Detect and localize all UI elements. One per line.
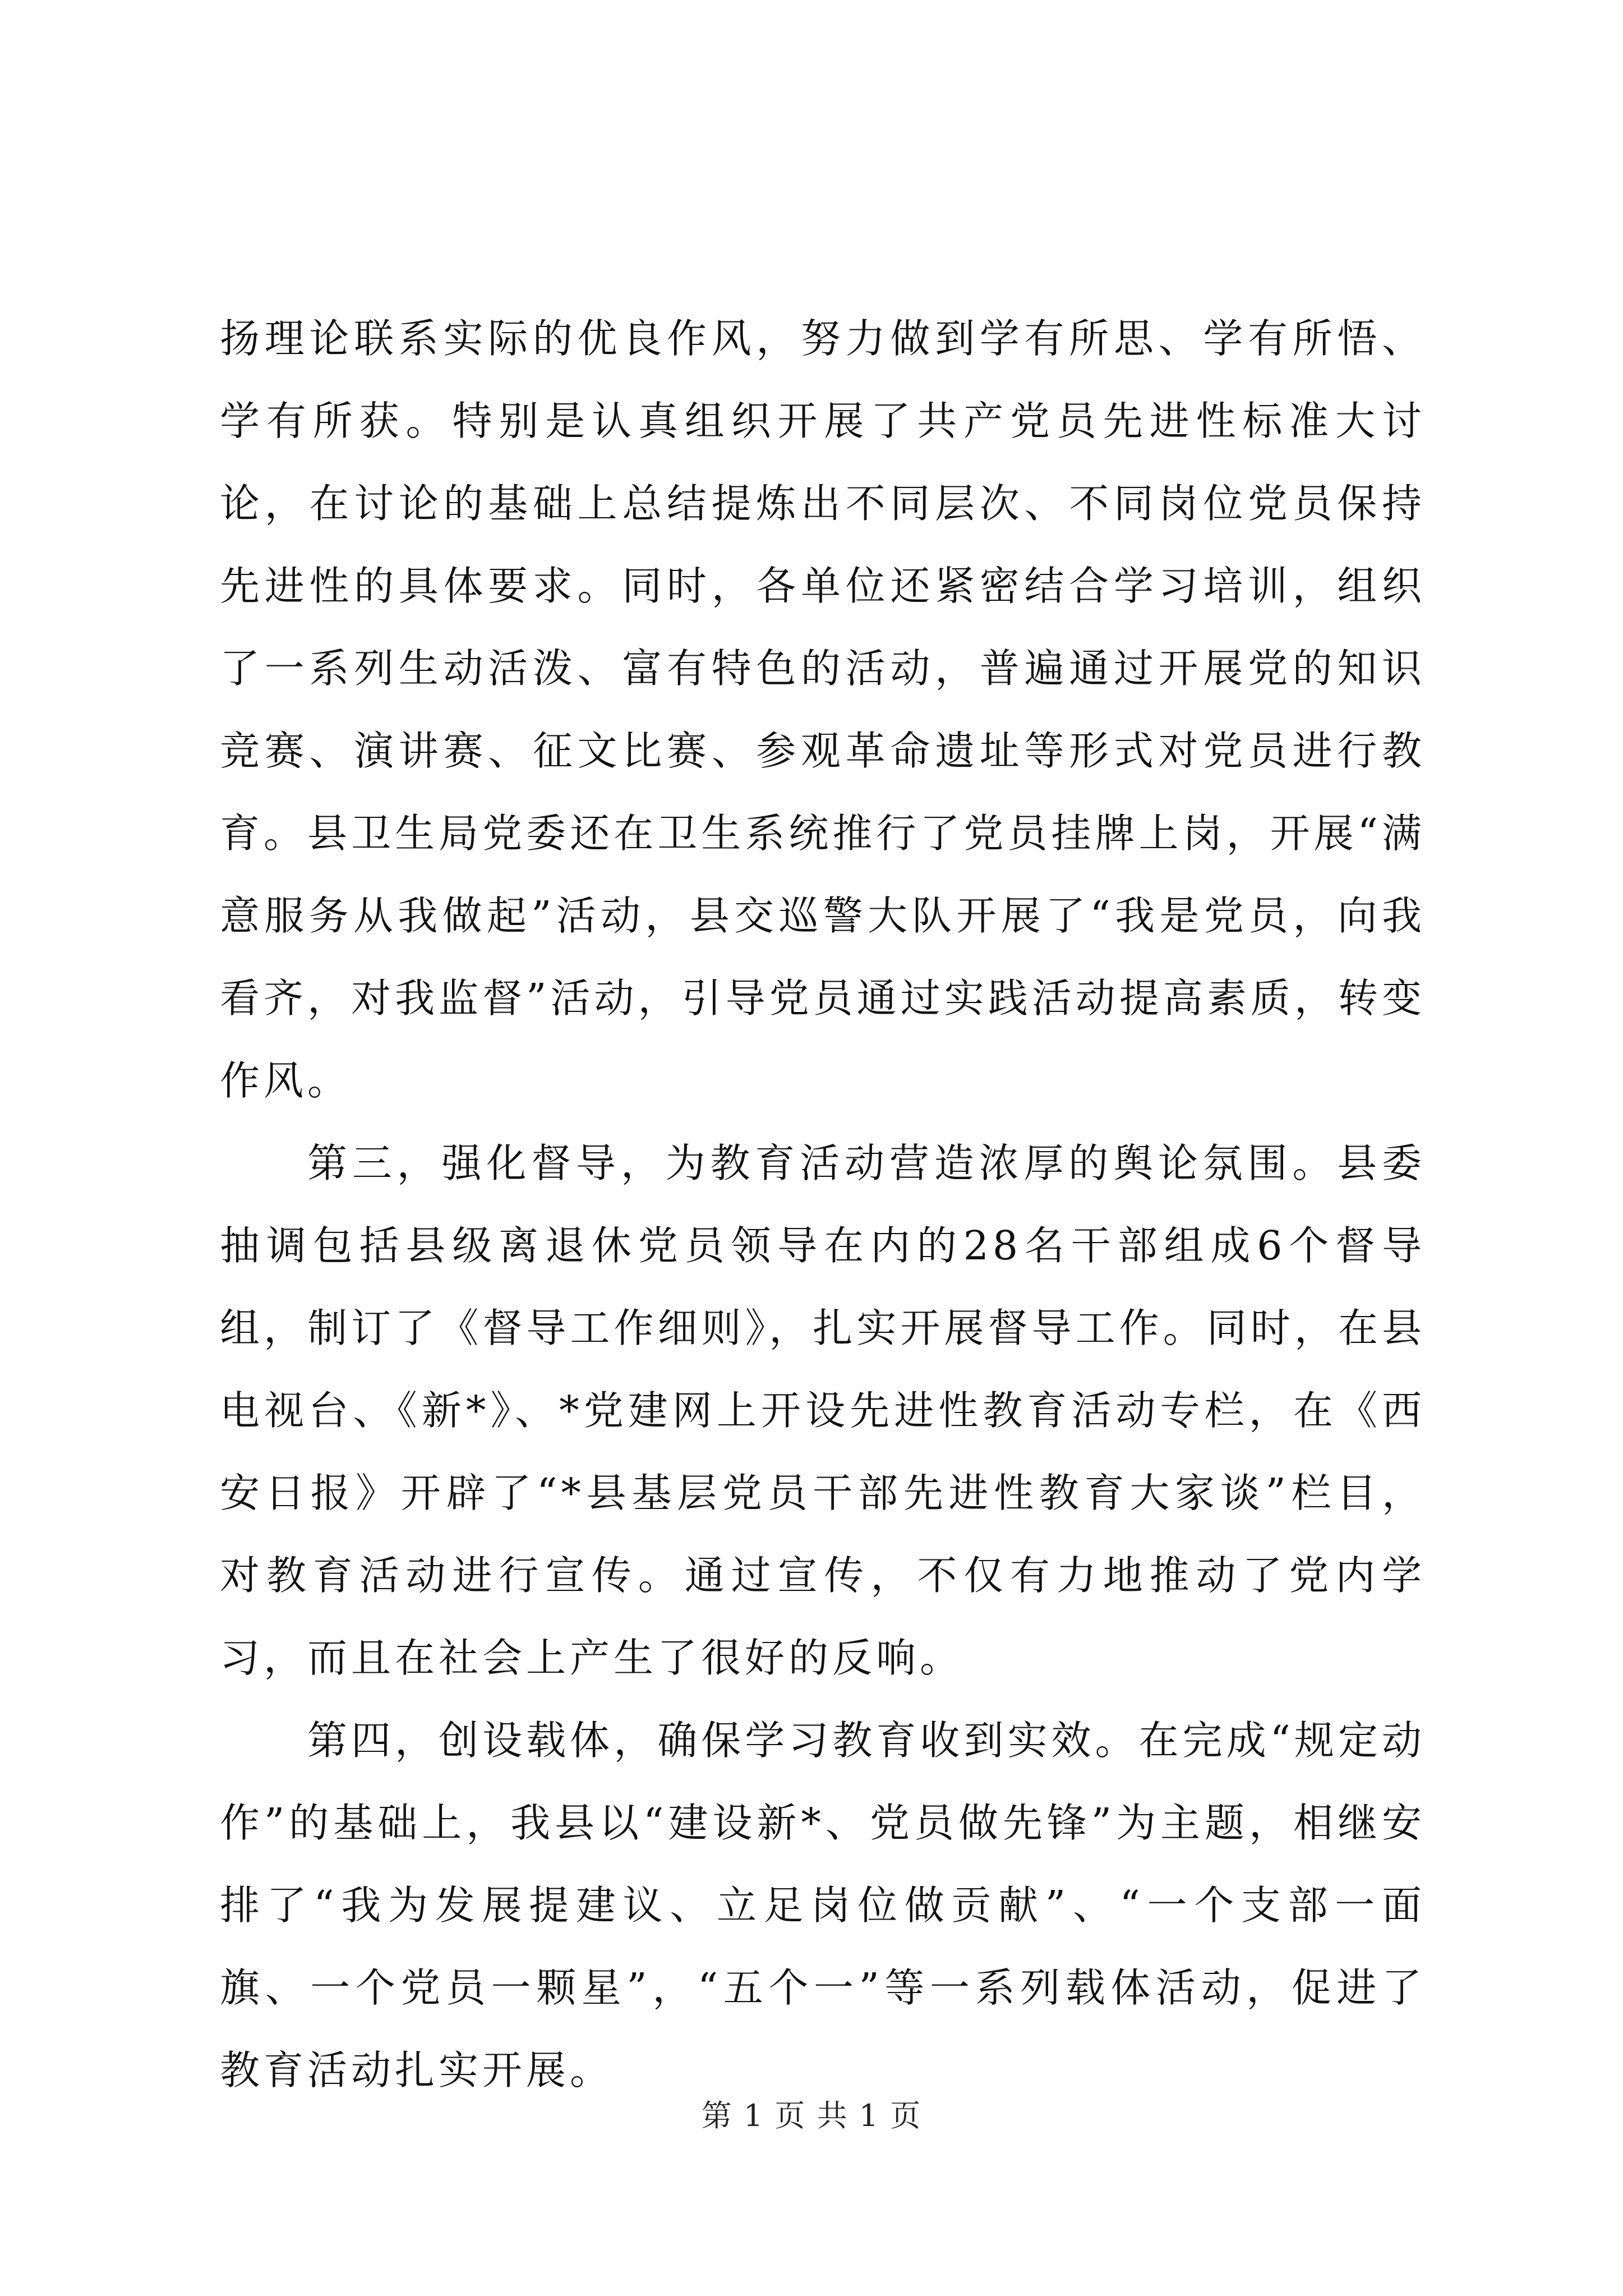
paragraph-continuation: 扬理论联系实际的优良作风，努力做到学有所思、学有所悟、学有所获。特别是认真组织开展了共产党员先进性标准大讨论，在讨论的基础上总结提炼出不同层次、不同岗位党员保持先进性的具体要求。同时，各单位还紧密结合学习培训，组织了一系列生动活泼、富有特色的活动，普遍通过开展党的知识竞赛、演讲赛、征文比赛、参观革命遗址等形式对党员进行教育。县卫生局党委还在卫生系统推行了党员挂牌上岗，开展“满意服务从我做起”活动，县交巡警大队开展了“我是党员，向我看齐，对我监督”活动，引导党员通过实践活动提高素质，转变作风。 bbox=[220, 315, 1426, 1104]
page-number-footer: 第 1 页 共 1 页 bbox=[701, 2098, 922, 2133]
document-body bbox=[220, 297, 1426, 2111]
paragraph-third-point: 第三，强化督导，为教育活动营造浓厚的舆论氛围。县委抽调包括县级离退休党员领导在内的28名干部组成6个督导组，制订了《督导工作细则》，扎实开展督导工作。同时，在县电视台、《新*》、*党建网上开设先进性教育活动专栏，在《西安日报》开辟了“*县基层党员干部先进性教育大家谈”栏目，对教育活动进行宣传。通过宣传，不仅有力地推动了党内学习，而且在社会上产生了很好的反响。 bbox=[220, 1140, 1426, 1681]
paragraph-fourth-point: 第四，创设载体，确保学习教育收到实效。在完成“规定动作”的基础上，我县以“建设新*、党员做先锋”为主题，相继安排了“我为发展提建议、立足岗位做贡献”、“一个支部一面旗、一个党员一颗星”，“五个一”等一系列载体活动，促进了教育活动扎实开展。 bbox=[220, 1717, 1426, 2093]
